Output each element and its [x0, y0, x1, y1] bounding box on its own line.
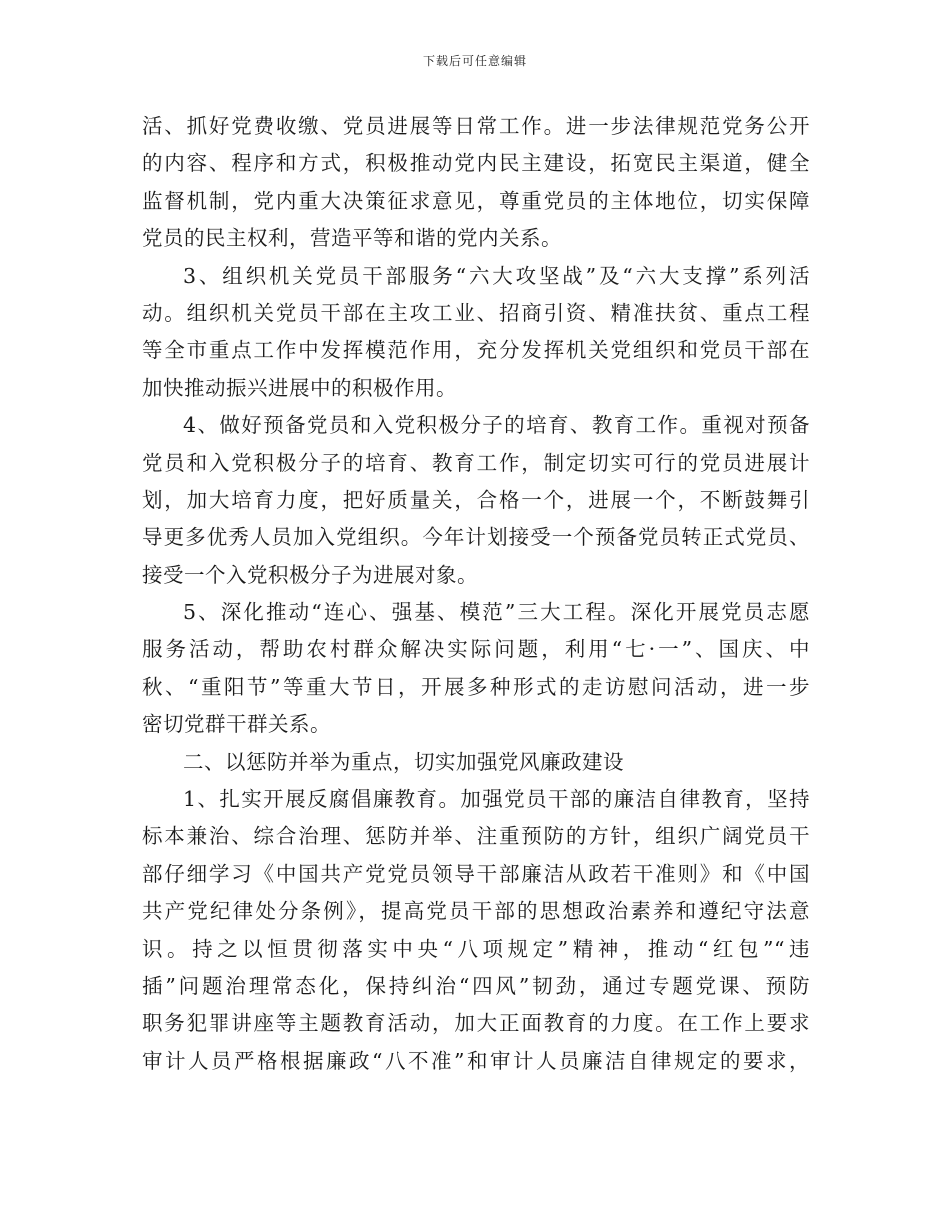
text-line: 秋、“重阳节”等重大节日，开展多种形式的走访慰问活动，进一步 — [142, 674, 810, 699]
text-line: 共产党纪律处分条例》，提高党员干部的思想政治素养和遵纪守法意 — [142, 899, 810, 924]
text-line: 5、深化推动“连心、强基、模范”三大工程。深化开展党员志愿 — [183, 600, 810, 625]
document-body — [142, 108, 810, 1080]
text-line: 二、以惩防并举为重点，切实加强党风廉政建设 — [183, 749, 624, 774]
text-line: 监督机制，党内重大决策征求意见，尊重党员的主体地位，切实保障 — [142, 188, 810, 213]
text-line: 4、做好预备党员和入党积极分子的培育、教育工作。重视对预备 — [183, 413, 810, 438]
page-header: 下载后可任意编辑 — [422, 54, 527, 68]
text-line: 划，加大培育力度，把好质量关，合格一个，进展一个，不断鼓舞引 — [142, 487, 810, 512]
text-line: 党员的民主权利，营造平等和谐的党内关系。 — [142, 226, 562, 251]
text-line: 审计人员严格根据廉政“八不准”和审计人员廉洁自律规定的要求， — [142, 1048, 810, 1073]
text-line: 密切党群干群关系。 — [142, 712, 331, 737]
text-line: 党员和入党积极分子的培育、教育工作，制定切实可行的党员进展计 — [142, 450, 810, 475]
text-line: 1、扎实开展反腐倡廉教育。加强党员干部的廉洁自律教育，坚持 — [183, 787, 810, 812]
text-line: 插”问题治理常态化，保持纠治“四风”韧劲，通过专题党课、预防 — [142, 973, 810, 998]
text-line: 的内容、程序和方式，积极推动党内民主建设，拓宽民主渠道，健全 — [142, 151, 810, 176]
text-line: 3、组织机关党员干部服务“六大攻坚战”及“六大支撑”系列活 — [183, 263, 810, 288]
text-line: 等全市重点工作中发挥模范作用，充分发挥机关党组织和党员干部在 — [142, 338, 810, 363]
text-line: 接受一个入党积极分子为进展对象。 — [142, 562, 478, 587]
text-line: 加快推动振兴进展中的积极作用。 — [142, 375, 457, 400]
text-line: 职务犯罪讲座等主题教育活动，加大正面教育的力度。在工作上要求 — [142, 1011, 810, 1036]
text-line: 部仔细学习《中国共产党党员领导干部廉洁从政若干准则》和《中国 — [142, 861, 810, 886]
text-line: 服务活动，帮助农村群众解决实际问题，利用“七·一”、国庆、中 — [142, 637, 810, 662]
text-line: 活、抓好党费收缴、党员进展等日常工作。进一步法律规范党务公开 — [142, 114, 810, 138]
text-line: 识。持之以恒贯彻落实中央“八项规定”精神，推动“红包”“违 — [142, 936, 810, 961]
text-line: 动。组织机关党员干部在主攻工业、招商引资、精准扶贫、重点工程 — [142, 300, 810, 325]
text-line: 导更多优秀人员加入党组织。今年计划接受一个预备党员转正式党员、 — [142, 525, 810, 550]
text-line: 标本兼治、综合治理、惩防并举、注重预防的方针，组织广阔党员干 — [142, 824, 810, 849]
